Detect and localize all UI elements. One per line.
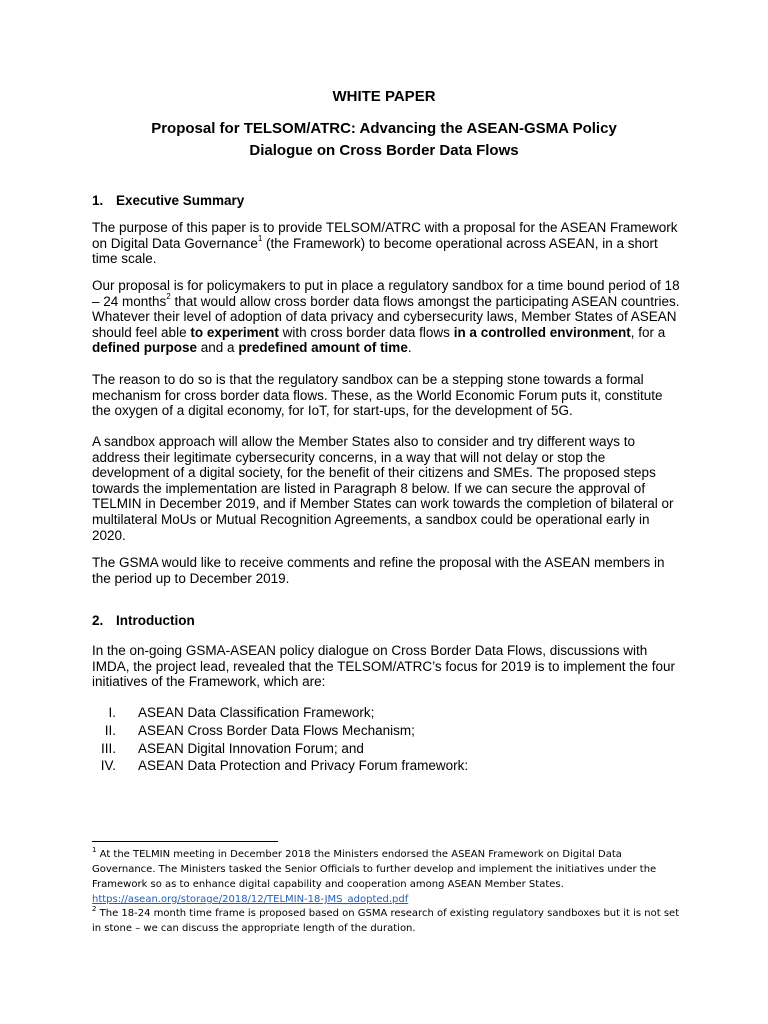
list-item-text: ASEAN Cross Border Data Flows Mechanism; <box>138 722 415 738</box>
document-title <box>100 118 668 162</box>
p2-text-b: that would allow cross border data flows amongst the participating ASEAN countries. Whatever their level of adoption of data privacy and cybersecurity laws, Member States of ASEAN should feel able <box>92 293 680 340</box>
section-2-number: 2. <box>92 613 104 628</box>
footnote-1-number: 1 <box>92 845 97 854</box>
initiatives-list <box>92 704 469 775</box>
p2-bold-3: defined purpose <box>92 340 198 356</box>
exec-summary-paragraph-5: The GSMA would like to receive comments and refine the proposal with the ASEAN members in the period up to December 2019. <box>92 555 665 586</box>
p2-bold-4: predefined amount of time <box>238 340 408 356</box>
p1-text-a: The purpose of this paper is to provide TELSOM/ATRC with a proposal for the ASEAN Framework on Digital Data Governance <box>92 220 678 251</box>
p2-text-e: and a <box>197 340 239 356</box>
exec-summary-paragraph-3: The reason to do so is that the regulatory sandbox can be a stepping stone towards a formal mechanism for cross border data flows. These, as the World Economic Forum puts it, constitute the oxygen of a digital economy, for IoT, for start-ups, for the development of 5G. <box>92 372 663 419</box>
p2-text-f: . <box>407 340 412 356</box>
title-line-1: Proposal for TELSOM/ATRC: Advancing the ASEAN-GSMA Policy <box>151 120 617 137</box>
exec-summary-paragraph-1 <box>92 220 682 267</box>
exec-summary-paragraph-2 <box>92 278 682 356</box>
footnote-2 <box>92 906 682 936</box>
footnote-1-link[interactable]: https://asean.org/storage/2018/12/TELMIN-18-JMS_adopted.pdf <box>92 894 409 905</box>
title-line-2: Dialogue on Cross Border Data Flows <box>249 142 519 159</box>
footnote-2-text: The 18-24 month time frame is proposed based on GSMA research of existing regulatory sandboxes but it is not set in stone – we can discuss the appropriate length of the duration. <box>92 908 680 934</box>
list-item-number: I. <box>108 705 116 720</box>
section-2-title: Introduction <box>116 613 195 628</box>
exec-summary-paragraph-4: A sandbox approach will allow the Member States also to consider and try different ways to address their legitimate cybersecurity concerns, in a way that will not delay or stop the development of a digital society, for the benefit of their citizens and SMEs. The proposed steps towards the implementation are listed in Paragraph 8 below. If we can secure the approval of TELMIN in December 2019, and if Member States can work towards the completion of bilateral or multilateral MoUs or Mutual Recognition Agreements, a sandbox could be operational early in 2020. <box>92 434 674 543</box>
section-1-heading <box>92 193 244 208</box>
list-item-number: III. <box>100 740 116 756</box>
p2-text-c: with cross border data flows <box>278 324 454 340</box>
footnote-divider <box>92 841 278 842</box>
list-item-text: ASEAN Data Classification Framework; <box>138 705 375 720</box>
list-item <box>92 704 375 722</box>
list-item-number: IV. <box>100 758 116 774</box>
introduction-paragraph: In the on-going GSMA-ASEAN policy dialogue on Cross Border Data Flows, discussions with IMDA, the project lead, revealed that the TELSOM/ATRC’s focus for 2019 is to implement the four initiatives of the Framework, which are: <box>92 643 676 690</box>
p2-bold-1: to experiment <box>190 324 279 340</box>
section-2-heading <box>92 613 195 628</box>
section-1-title: Executive Summary <box>116 193 245 208</box>
p2-bold-2: in a controlled environment <box>453 324 631 340</box>
list-item <box>92 757 469 775</box>
list-item-text: ASEAN Digital Innovation Forum; and <box>138 740 364 756</box>
p2-text-d: , for a <box>630 324 666 340</box>
document-header: WHITE PAPER <box>332 88 436 105</box>
footnote-2-number: 2 <box>92 904 97 913</box>
p2-text-a: Our proposal is for policymakers to put in place a regulatory sandbox for a time bound period of 18 – 24 months <box>92 278 680 309</box>
footnote-1 <box>92 847 682 907</box>
list-item <box>92 722 415 740</box>
footnote-ref-1: 1 <box>257 234 263 244</box>
p1-text-b: (the Framework) to become operational across ASEAN, in a short time scale. <box>92 235 658 267</box>
section-1-number: 1. <box>92 193 104 208</box>
list-item <box>92 740 364 758</box>
footnote-1-text: At the TELMIN meeting in December 2018 the Ministers endorsed the ASEAN Framework on Digital Data Governance. The Ministers tasked the Senior Officials to further develop and implement the initiatives under the Framework so as to enhance digital capability and cooperation among ASEAN Member States. <box>92 849 657 890</box>
footnote-ref-2: 2 <box>166 292 171 302</box>
list-item-text: ASEAN Data Protection and Privacy Forum framework: <box>138 758 469 774</box>
list-item-number: II. <box>104 722 116 738</box>
